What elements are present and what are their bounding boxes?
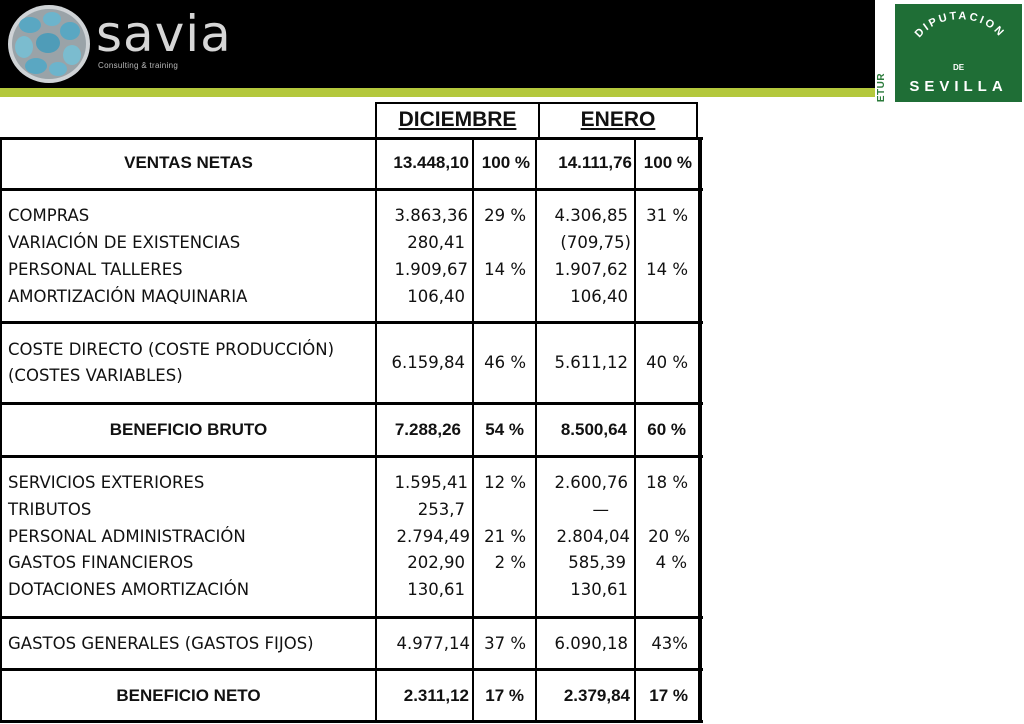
row-label-beneficio-neto: BENEFICIO NETO	[116, 686, 261, 705]
row-label-gastos-generales: GASTOS GENERALES (GASTOS FIJOS)	[8, 634, 314, 653]
value-dic: 1.909,67	[394, 260, 468, 279]
row-label-personal-administracion: PERSONAL ADMINISTRACIÓN	[8, 527, 246, 546]
value-ene: 2.379,84	[563, 686, 630, 705]
percent-ene: 40 %	[646, 353, 688, 372]
value-dic: 7.288,26	[394, 420, 461, 439]
row-label-beneficio-bruto: BENEFICIO BRUTO	[109, 420, 268, 439]
value-dic: 6.159,84	[391, 353, 465, 372]
grid-line	[375, 102, 698, 104]
value-ene: (709,75)	[560, 233, 631, 252]
percent-dic: 2 %	[494, 553, 526, 572]
percent-dic: 14 %	[484, 260, 526, 279]
value-dic: 2.311,12	[403, 686, 469, 705]
row-label-variacion: VARIACIÓN DE EXISTENCIAS	[8, 233, 241, 252]
svg-text:DIPUTACION	[913, 10, 1008, 40]
grid-line	[0, 720, 703, 723]
row-label-coste-directo: COSTE DIRECTO (COSTE PRODUCCIÓN)	[8, 340, 335, 359]
value-dic: 130,61	[407, 580, 465, 599]
percent-ene: 14 %	[646, 260, 688, 279]
value-dic: 3.863,36	[394, 206, 468, 225]
percent-ene: 31 %	[646, 206, 688, 225]
value-ene: 4.306,85	[554, 206, 628, 225]
percent-ene: 60 %	[647, 420, 686, 439]
value-ene: 1.907,62	[554, 260, 628, 279]
grid-line	[0, 616, 703, 619]
grid-line	[0, 455, 703, 458]
value-dic: 202,90	[407, 553, 465, 572]
value-dic: 106,40	[407, 287, 465, 306]
percent-dic: 46 %	[484, 353, 526, 372]
grid-line	[0, 402, 703, 405]
etur-label: ETUR	[876, 72, 888, 103]
row-label-amortizacion-maquinaria: AMORTIZACIÓN MAQUINARIA	[8, 287, 248, 306]
grid-line	[0, 137, 703, 140]
percent-ene: 4 %	[655, 553, 687, 572]
row-label-ventas-netas: VENTAS NETAS	[124, 153, 253, 172]
percent-ene: 20 %	[648, 527, 690, 546]
value-ene: 585,39	[568, 553, 626, 572]
value-dic: 2.794,49	[396, 527, 470, 546]
percent-dic: 54 %	[485, 420, 524, 439]
diputacion-logo	[895, 4, 1022, 102]
percent-dic: 12 %	[484, 473, 526, 492]
value-ene: 8.500,64	[560, 420, 627, 439]
etur-badge	[876, 2, 890, 102]
value-ene: 106,40	[570, 287, 628, 306]
value-dic: 13.448,10	[393, 153, 469, 172]
percent-ene: 17 %	[649, 686, 688, 705]
column-header-enero: ENERO	[580, 108, 656, 131]
value-ene: 2.600,76	[554, 473, 628, 492]
value-ene: 14.111,76	[558, 153, 632, 172]
grid-line	[0, 188, 703, 191]
row-label-gastos-financieros: GASTOS FINANCIEROS	[8, 553, 194, 572]
percent-dic: 21 %	[484, 527, 526, 546]
row-label-servicios-exteriores: SERVICIOS EXTERIORES	[8, 473, 205, 492]
header-stripe	[0, 88, 875, 97]
header-bar	[0, 0, 875, 88]
grid-line	[0, 668, 703, 671]
savia-logo-icon	[6, 3, 92, 85]
row-label-personal-talleres: PERSONAL TALLERES	[8, 260, 183, 279]
partner-de-text: DE	[952, 63, 965, 72]
percent-dic: 17 %	[485, 686, 524, 705]
percent-ene: 100 %	[643, 153, 692, 172]
row-label-dotaciones-amortizacion: DOTACIONES AMORTIZACIÓN	[8, 580, 250, 599]
percent-ene: 18 %	[646, 473, 688, 492]
value-ene: 2.804,04	[556, 527, 630, 546]
value-ene: —	[592, 500, 609, 519]
percent-ene: 43%	[651, 634, 688, 653]
percent-dic: 37 %	[484, 634, 526, 653]
grid-line	[698, 137, 702, 723]
brand-name: savia	[96, 5, 232, 63]
partner-city: SEVILLA	[909, 78, 1008, 95]
column-header-diciembre: DICIEMBRE	[398, 108, 517, 131]
value-ene: 6.090,18	[554, 634, 628, 653]
value-dic: 4.977,14	[396, 634, 470, 653]
value-ene: 5.611,12	[554, 353, 628, 372]
grid-line	[0, 321, 703, 324]
value-dic: 253,7	[417, 500, 465, 519]
row-label-costes-variables: (COSTES VARIABLES)	[8, 366, 183, 385]
percent-dic: 100 %	[481, 153, 530, 172]
value-dic: 280,41	[407, 233, 465, 252]
value-dic: 1.595,41	[394, 473, 468, 492]
percent-dic: 29 %	[484, 206, 526, 225]
brand-tagline: Consulting & training	[98, 61, 179, 70]
grid-line	[696, 102, 698, 138]
row-label-tributos: TRIBUTOS	[8, 500, 92, 519]
row-label-compras: COMPRAS	[8, 206, 90, 225]
partner-top-text: DIPUTACION	[912, 9, 1008, 41]
value-ene: 130,61	[570, 580, 628, 599]
